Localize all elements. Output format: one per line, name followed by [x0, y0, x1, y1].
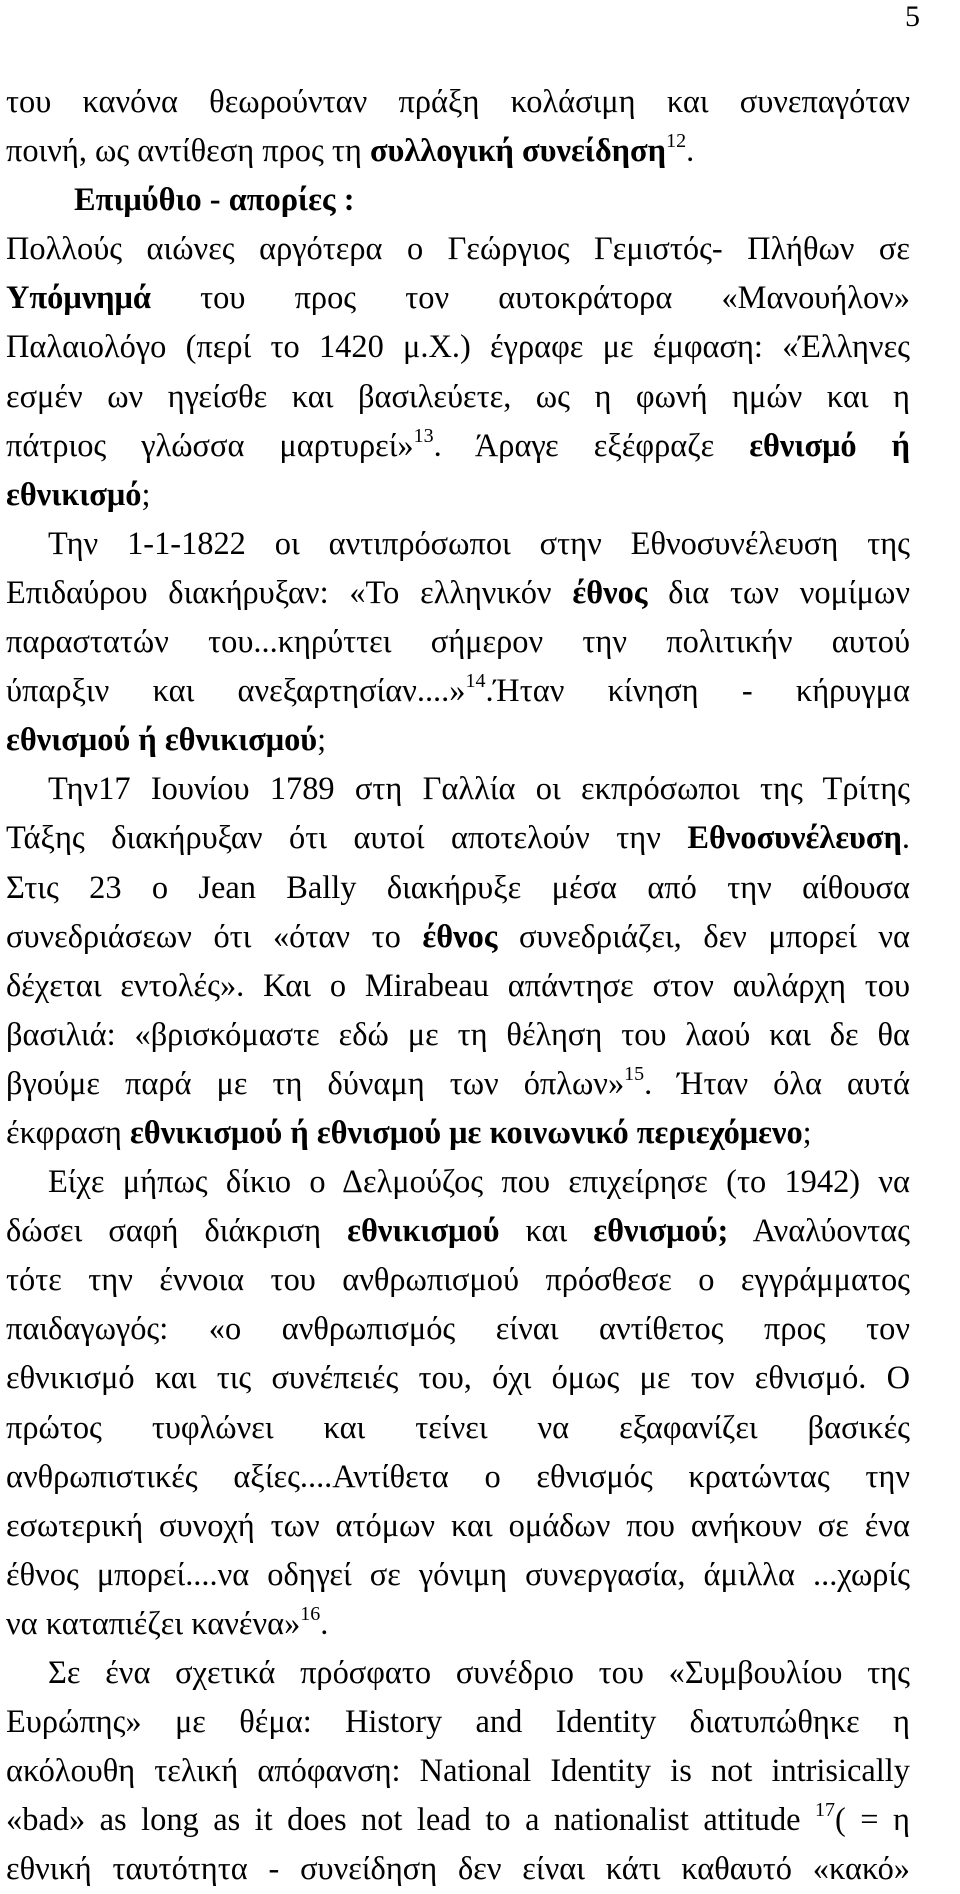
bold-term: εθνικισμό: [6, 476, 142, 513]
bold-term: εθνικισμού ή εθνισμού με κοινωνικό περιεχόμενο: [129, 1114, 803, 1151]
text-line: ύπαρξιν και ανεξαρτησίαν....»$^{14}$.Ήταν κίνηση - κήρυγμα: [6, 670, 910, 710]
text-line: έκφραση εθνικισμού ή εθνισμού με κοινωνικό περιεχόμενο;: [6, 1114, 812, 1151]
text-line: παιδαγωγός: «ο ανθρωπισμός είναι αντίθετος προς τον: [6, 1311, 910, 1348]
document-body: [6, 78, 910, 1894]
footnote-ref: 15: [624, 1062, 645, 1085]
bold-term: έθνος: [422, 918, 498, 955]
text-line: εθνικισμό;: [6, 476, 151, 513]
text-line: έθνος μπορεί....να οδηγεί σε γόνιμη συνεργασία, άμιλλα ...χωρίς: [6, 1556, 910, 1593]
text-line: πάτριος γλώσσα μαρτυρεί»$^{13}$. Άραγε εξέφραζε εθνισμό ή: [6, 424, 910, 464]
bold-term: συλλογική συνείδηση: [369, 133, 667, 170]
text-line: Παλαιολόγο (περί το 1420 μ.Χ.) έγραφε με έμφαση: «Έλληνες: [6, 329, 910, 366]
footnote-ref: 13: [413, 424, 434, 447]
text-line: εθνικισμό και τις συνέπειές του, όχι όμως με τον εθνισμό. Ο: [6, 1360, 910, 1397]
footnote-ref: 16: [300, 1602, 321, 1625]
text-line: Επιδαύρου διακήρυξαν: «Το ελληνικόν έθνος δια των νομίμων: [6, 574, 911, 611]
text-line: του κανόνα θεωρούνταν πράξη κολάσιμη και συνεπαγόταν: [6, 84, 910, 120]
bold-term: έθνος: [572, 574, 648, 611]
footnote-ref: 12: [666, 130, 687, 153]
text-line: να καταπιέζει κανένα»$^{16}$.: [6, 1602, 329, 1642]
text-line: βασιλιά: «βρισκόμαστε εδώ με τη θέληση του λαού και δε θα: [6, 1016, 910, 1053]
text-line: πρώτος τυφλώνει και τείνει να εξαφανίζει βασικές: [6, 1409, 910, 1446]
page-number: 5: [905, 0, 920, 33]
text-line: Τάξης διακήρυξαν ότι αυτοί αποτελούν την Εθνοσυνέλευση.: [6, 820, 910, 857]
text-line: Την 1-1-1822 οι αντιπρόσωποι στην Εθνοσυνέλευση της: [48, 525, 910, 562]
bold-term: εθνισμού ή εθνικισμού: [6, 722, 318, 759]
text-line: δέχεται εντολές». Και ο Mirabeau απάντησε στον αυλάρχη του: [6, 967, 910, 1004]
text-line: Πολλούς αιώνες αργότερα ο Γεώργιος Γεμιστός- Πλήθων σε: [6, 231, 910, 268]
text-line: Ευρώπης» με θέμα: History and Identity διατυπώθηκε η: [6, 1704, 910, 1741]
bold-term: εθνισμού;: [593, 1213, 729, 1250]
text-line: Την17 Ιουνίου 1789 στη Γαλλία οι εκπρόσωποι της Τρίτης: [48, 771, 910, 808]
footnote-ref: 14: [465, 670, 486, 693]
bold-term: Εθνοσυνέλευση: [687, 820, 902, 857]
text-line: Στις 23 ο Jean Bally διακήρυξε μέσα από την αίθουσα: [6, 869, 910, 906]
text-line: τότε την έννοια του ανθρωπισμού πρόσθεσε ο εγγράμματος: [6, 1262, 910, 1299]
footnote-ref: 17: [815, 1799, 836, 1822]
text-line: Σε ένα σχετικά πρόσφατο συνέδριο του «Συμβουλίου της: [48, 1655, 910, 1691]
text-line: βγούμε παρά με τη δύναμη των όπλων»$^{15}$. Ήταν όλα αυτά: [6, 1062, 911, 1102]
text-line: Είχε μήπως δίκιο ο Δελμούζος που επιχείρησε (το 1942) να: [48, 1164, 910, 1201]
text-line: εσωτερική συνοχή των ατόμων και ομάδων που ανήκουν σε ένα: [6, 1507, 910, 1544]
text-line: ανθρωπιστικές αξίες....Αντίθετα ο εθνισμός κρατώντας την: [6, 1458, 910, 1495]
text-line: ποινή, ως αντίθεση προς τη συλλογική συνείδηση$^{12}$.: [6, 130, 695, 170]
section-heading: Επιμύθιο - απορίες :: [74, 182, 355, 219]
text-line: εσμέν ων ηγείσθε και βασιλεύετε, ως η φωνή ημών και η: [6, 378, 910, 415]
bold-term: Υπόμνημά: [6, 280, 151, 317]
text-line: Υπόμνημά του προς τον αυτοκράτορα «Μανουήλον»: [6, 280, 910, 317]
text-line: δώσει σαφή διάκριση εθνικισμού και εθνισμού; Αναλύοντας: [6, 1213, 910, 1250]
text-line: «bad» as long as it does not lead to a nationalist attitude $^{17}$( = η: [6, 1799, 910, 1839]
text-line: ακόλουθη τελική απόφανση: National Identity is not intrisically: [6, 1753, 910, 1790]
bold-term: εθνισμό ή: [749, 427, 910, 464]
text-line: εθνική ταυτότητα - συνείδηση δεν είναι κάτι καθαυτό «κακό»: [6, 1851, 910, 1888]
text-line: εθνισμού ή εθνικισμού;: [6, 722, 327, 759]
text-line: παραστατών του...κηρύττει σήμερον την πολιτικήν αυτού: [6, 624, 910, 661]
text-line: συνεδριάσεων ότι «όταν το έθνος συνεδριάζει, δεν μπορεί να: [6, 918, 911, 955]
bold-term: εθνικισμού: [347, 1213, 500, 1250]
